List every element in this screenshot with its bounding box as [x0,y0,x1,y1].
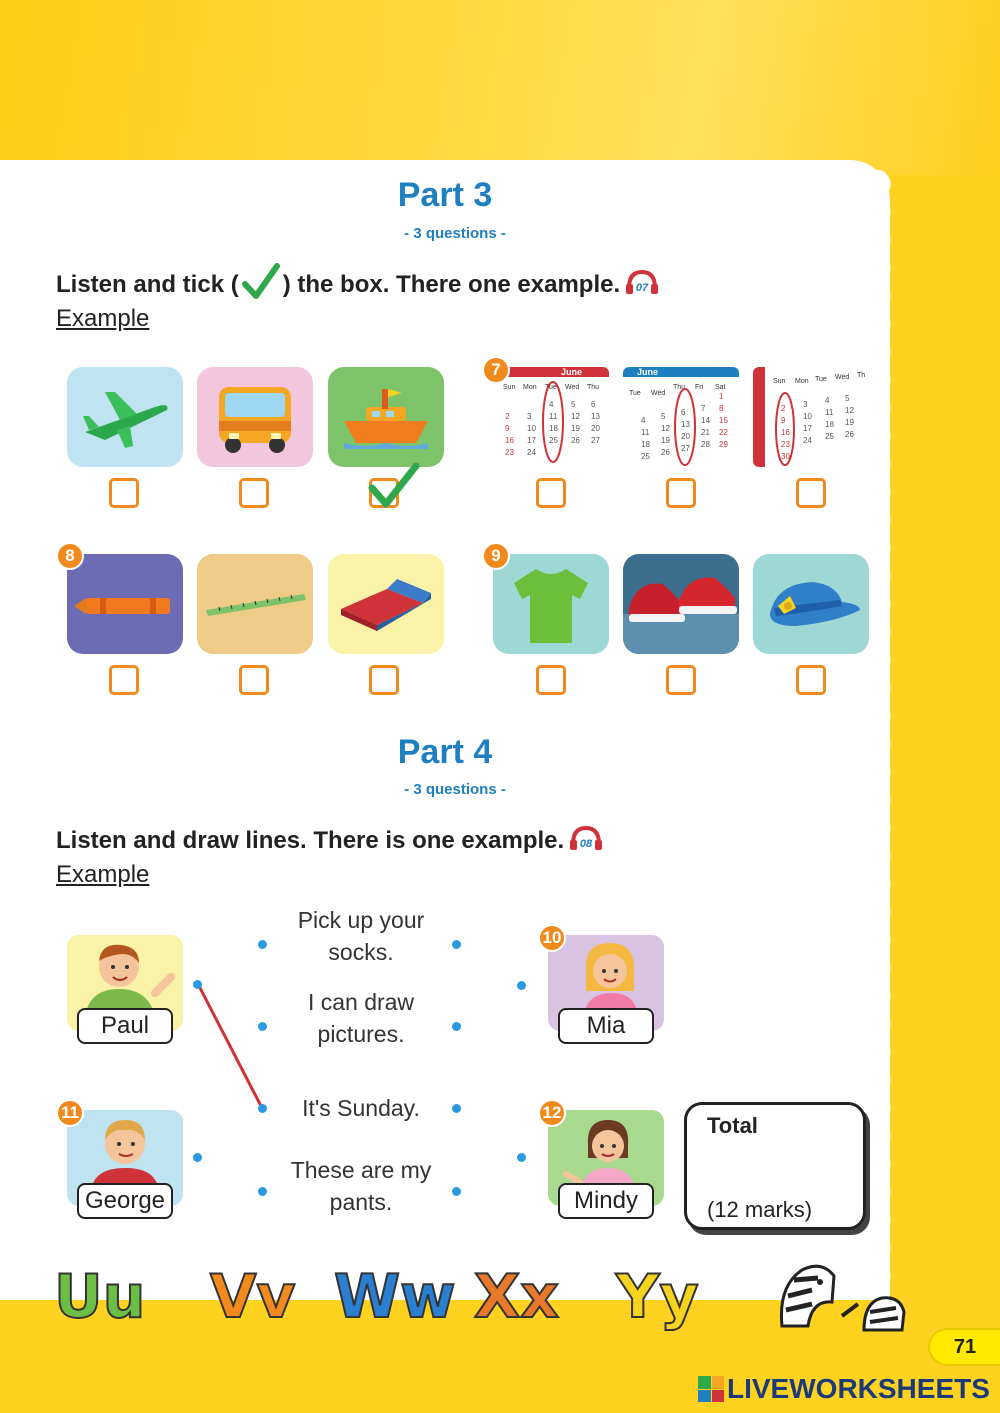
phrase-line: These are my [290,1157,432,1183]
calendar-icon [623,367,739,467]
svg-text:12: 12 [661,424,670,433]
dot-phrase-pants-left[interactable] [258,1187,267,1196]
calendar-icon [753,367,869,467]
part3-instruction-before: Listen and tick ( [56,270,239,298]
dot-phrase-pants-right[interactable] [452,1187,461,1196]
brand-name: LIVEWORKSHEETS [727,1373,990,1404]
svg-text:25: 25 [549,436,558,445]
question-number-12: 12 [538,1099,566,1127]
dot-paul[interactable] [193,980,202,989]
svg-text:19: 19 [661,436,670,445]
svg-text:4: 4 [641,416,646,425]
svg-text:16: 16 [781,428,790,437]
dot-phrase-sunday-left[interactable] [258,1104,267,1113]
cal-day: Sun [503,384,516,391]
svg-text:10: 10 [803,412,812,421]
phrase-sunday [276,1092,446,1124]
t-shirt-tile [493,554,609,654]
svg-text:1: 1 [719,392,724,401]
phrase-socks [276,904,446,968]
svg-text:11: 11 [641,428,650,437]
cal-day: Tue [629,390,641,397]
cal-day: Mon [795,378,809,385]
checkbox-q8-option2[interactable] [239,665,269,695]
tick-icon [241,262,281,309]
ruler-icon [200,584,310,624]
svg-text:12: 12 [845,406,854,415]
boat-tile [328,367,444,467]
phrase-line: pictures. [317,1021,405,1047]
phrase-line: socks. [328,939,394,965]
phrase-line: pants. [329,1189,393,1215]
track-07: 07 [636,282,649,294]
svg-text:12: 12 [571,412,580,421]
question-number-8: 8 [56,542,84,570]
calendar-thursday-tile [623,367,739,467]
track-08: 08 [580,838,593,850]
svg-text:26: 26 [845,430,854,439]
part4-subtitle: - 3 questions - [404,781,506,798]
svg-text:23: 23 [781,440,790,449]
alphabet-yy: Yy [616,1262,699,1332]
cal-day: Tue [545,384,557,391]
svg-text:8: 8 [719,404,724,413]
headphones-icon[interactable] [568,824,604,859]
calendar-tuesday-tile [493,367,609,467]
zebra-icon [772,1256,922,1336]
question-number-11: 11 [56,1099,84,1127]
svg-text:13: 13 [681,420,690,429]
cal-day: Th [857,372,866,379]
svg-text:27: 27 [681,444,690,453]
svg-text:21: 21 [701,428,710,437]
checkbox-q7-option1[interactable] [536,478,566,508]
svg-text:26: 26 [571,436,580,445]
part3-example-label: Example [56,305,150,332]
scalloped-edge [876,170,906,1290]
plane-tile [67,367,183,467]
svg-text:5: 5 [845,394,850,403]
svg-text:4: 4 [549,400,554,409]
dot-phrase-socks-left[interactable] [258,940,267,949]
svg-text:20: 20 [681,432,690,441]
cal-day: Mon [523,384,537,391]
phrase-draw [276,986,446,1050]
svg-text:5: 5 [571,400,576,409]
girl-icon [556,1112,656,1192]
crayon-icon [70,584,180,624]
plane-icon [75,382,175,452]
checkbox-q9-option1[interactable] [536,665,566,695]
dot-phrase-sunday-right[interactable] [452,1104,461,1113]
sneakers-tile [623,554,739,654]
eraser-icon [331,569,441,639]
svg-text:4: 4 [825,396,830,405]
part4-instruction-text: Listen and draw lines. There is one example. [56,826,565,854]
top-banner [0,0,1000,175]
cal-day: Sun [773,378,786,385]
checkbox-q8-option3[interactable] [369,665,399,695]
checkbox-q7-option3[interactable] [796,478,826,508]
svg-text:10: 10 [527,424,536,433]
svg-text:17: 17 [803,424,812,433]
svg-text:18: 18 [549,424,558,433]
part4-instruction [56,824,604,859]
question-number-10: 10 [538,924,566,952]
t-shirt-icon [506,559,596,649]
svg-text:15: 15 [719,416,728,425]
crayon-tile [67,554,183,654]
svg-text:25: 25 [641,452,650,461]
bus-icon [207,377,303,457]
dot-george[interactable] [193,1153,202,1162]
svg-text:6: 6 [591,400,596,409]
cal-day: Wed [835,374,850,381]
phrase-line: It's Sunday. [302,1095,420,1121]
brand-watermark [698,1372,990,1406]
svg-text:13: 13 [591,412,600,421]
alphabet-vv: Vv [210,1262,296,1332]
headphones-icon[interactable] [624,268,660,303]
dot-mindy[interactable] [517,1153,526,1162]
dot-phrase-socks-right[interactable] [452,940,461,949]
svg-text:9: 9 [781,416,786,425]
svg-text:30: 30 [781,452,790,461]
example-tick-icon [366,460,422,512]
phrase-line: I can draw [307,989,415,1015]
cal-day: Tue [815,376,827,383]
sneakers-icon [623,554,739,654]
girl-icon [556,937,656,1017]
question-number-7: 7 [482,356,510,384]
name-george: George [77,1183,173,1219]
svg-text:24: 24 [527,448,536,457]
calendar-month: June [637,367,659,377]
boy-icon [75,1112,175,1192]
dot-mia[interactable] [517,981,526,990]
svg-text:19: 19 [845,418,854,427]
phrase-line: Pick up your [297,907,425,933]
svg-text:26: 26 [661,448,670,457]
brand-logo-icon [698,1376,724,1402]
boy-icon [75,937,175,1017]
hat-tile [753,554,869,654]
part3-instruction [56,262,660,309]
calendar-icon [493,367,609,467]
part3-instruction-after: ) the box. There one example. [282,270,621,298]
alphabet-xx: Xx [474,1262,559,1332]
svg-text:9: 9 [505,424,510,433]
svg-text:3: 3 [803,400,808,409]
alphabet-uu: Uu [54,1262,146,1332]
part3-subtitle: - 3 questions - [404,225,506,242]
calendar-month: June [561,367,583,377]
svg-text:22: 22 [719,428,728,437]
svg-text:19: 19 [571,424,580,433]
svg-text:27: 27 [591,436,600,445]
cal-day: Thu [587,384,600,391]
alphabet-ww: Ww [334,1262,456,1332]
part4-example-label: Example [56,861,150,888]
svg-text:6: 6 [681,408,686,417]
checkbox-q8-option1[interactable] [109,665,139,695]
part3-title: Part 3 [397,176,493,214]
svg-text:11: 11 [825,408,834,417]
svg-text:2: 2 [505,412,510,421]
svg-text:16: 16 [505,436,514,445]
checkbox-q7-option2[interactable] [666,478,696,508]
checkbox-example-plane[interactable] [109,478,139,508]
svg-text:3: 3 [527,412,532,421]
question-number-9: 9 [482,542,510,570]
svg-text:17: 17 [527,436,536,445]
page-number: 71 [928,1328,1000,1366]
svg-text:28: 28 [701,440,710,449]
cal-day: Fri [695,384,704,391]
bus-tile [197,367,313,467]
svg-text:23: 23 [505,448,514,457]
svg-text:25: 25 [825,432,834,441]
svg-text:29: 29 [719,440,728,449]
cal-day: Wed [651,390,666,397]
checkbox-q9-option2[interactable] [666,665,696,695]
name-mindy: Mindy [558,1183,654,1219]
svg-text:24: 24 [803,436,812,445]
ruler-tile [197,554,313,654]
cal-day: Wed [565,384,580,391]
dot-phrase-draw-right[interactable] [452,1022,461,1031]
name-paul: Paul [77,1008,173,1044]
eraser-tile [328,554,444,654]
svg-text:20: 20 [591,424,600,433]
boat-icon [336,377,436,457]
total-label: Total [707,1113,758,1138]
checkbox-example-bus[interactable] [239,478,269,508]
svg-text:5: 5 [661,412,666,421]
svg-text:18: 18 [825,420,834,429]
calendar-sunday-tile [753,367,869,467]
phrase-pants [276,1154,446,1218]
checkbox-q9-option3[interactable] [796,665,826,695]
total-box [684,1102,866,1230]
svg-text:18: 18 [641,440,650,449]
svg-text:11: 11 [549,412,558,421]
svg-text:2: 2 [781,404,786,413]
cal-day: Thu [673,384,686,391]
cal-day: Sat [715,384,726,391]
marks-label: (12 marks) [707,1197,813,1222]
part4-title: Part 4 [397,733,493,771]
hat-icon [756,564,866,644]
svg-text:14: 14 [701,416,710,425]
dot-phrase-draw-left[interactable] [258,1022,267,1031]
name-mia: Mia [558,1008,654,1044]
svg-text:7: 7 [701,404,706,413]
